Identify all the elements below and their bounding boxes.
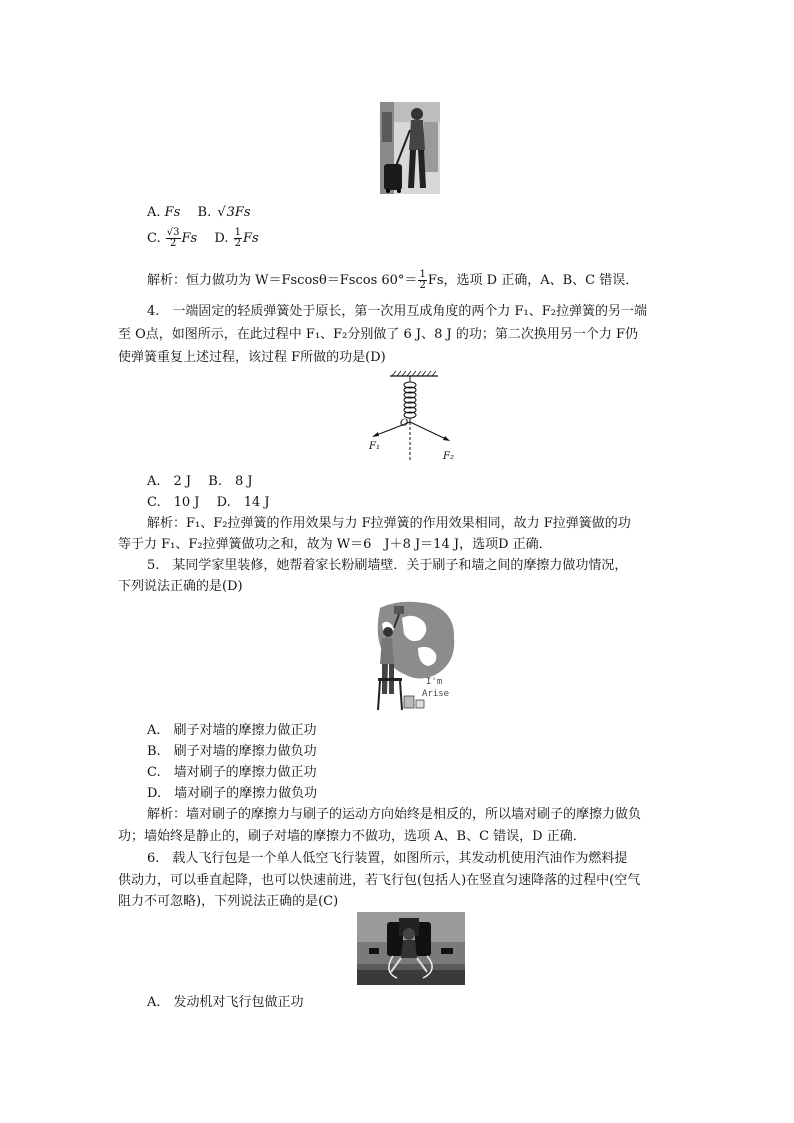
q5-option-b: B. 刷子对墙的摩擦力做负功 <box>147 744 317 759</box>
q4-analysis-line1: 解析：F₁、F₂拉弹簧的作用效果与力 F拉弹簧的作用效果相同，故力 F拉弹簧做的功 <box>147 516 631 531</box>
q5-stem-line2: 下列说法正确的是(D) <box>118 579 243 594</box>
q4-analysis-line2: 等于力 F₁、F₂拉弹簧做功之和，故为 W＝6 J＋8 J＝14 J，选项D 正确． <box>118 537 552 552</box>
q4-stem-line2: 至 O点，如图所示，在此过程中 F₁、F₂分别做了 6 J、8 J 的功；第二次换用另一个力 F仍 <box>118 327 639 342</box>
label-f1: F₁ <box>369 441 380 452</box>
q5-analysis-line1: 解析：墙对刷子的摩擦力与刷子的运动方向始终是相反的，所以墙对刷子的摩擦力做负 <box>147 807 642 822</box>
svg-text:I'm: I'm <box>426 677 443 687</box>
q3-analysis: 解析：恒力做功为 W＝Fscosθ＝Fscos 60°＝ $\frac{1}{2}$ Fs，选项 D 正确，A、B、C 错误． <box>147 269 639 291</box>
q5-option-a: A. 刷子对墙的摩擦力做正功 <box>147 723 317 738</box>
q5-option-d: D. 墙对刷子的摩擦力做负功 <box>147 786 318 801</box>
jetpack-photo <box>357 912 465 985</box>
q4-options-cd: C. 10 J D. 14 J <box>147 495 270 510</box>
painting-girl-illustration <box>360 598 460 716</box>
q6-stem-line1: 6. 载人飞行包是一个单人低空飞行装置，如图所示，其发动机使用汽油作为燃料提 <box>147 851 628 866</box>
q4-options-ab: A. 2 J B. 8 J <box>147 474 253 489</box>
suitcase-photo <box>380 102 440 194</box>
q5-option-c: C. 墙对刷子的摩擦力做正功 <box>147 765 317 780</box>
q6-stem-line3: 阻力不可忽略)，下列说法正确的是(C) <box>118 894 339 909</box>
label-f2: F₂ <box>443 451 454 462</box>
q6-option-a: A. 发动机对飞行包做正功 <box>147 995 304 1010</box>
q4-stem-line3: 使弹簧重复上述过程，该过程 F所做的功是(D) <box>118 350 386 365</box>
q5-stem-line1: 5. 某同学家里装修，她帮着家长粉刷墙壁．关于刷子和墙之间的摩擦力做功情况， <box>147 558 628 573</box>
q4-stem-line1: 4. 一端固定的轻质弹簧处于原长，第一次用互成角度的两个力 F₁、F₂拉弹簧的另一端 <box>147 304 647 319</box>
q6-stem-line2: 供动力，可以垂直起降，也可以快速前进，若飞行包(包括人)在竖直匀速降落的过程中(空气 <box>118 873 641 888</box>
q5-analysis-line2: 功；墙始终是静止的，刷子对墙的摩擦力不做功，选项 A、B、C 错误，D 正确． <box>118 829 586 844</box>
svg-text:Arise: Arise <box>422 689 450 699</box>
q3-options-cd: C. $\frac{√3}{2}$ Fs D. $\frac{1}{2}$ Fs <box>147 227 259 249</box>
q3-options-ab: A. Fs B. √3Fs <box>147 205 251 220</box>
label-o: O <box>400 418 409 429</box>
